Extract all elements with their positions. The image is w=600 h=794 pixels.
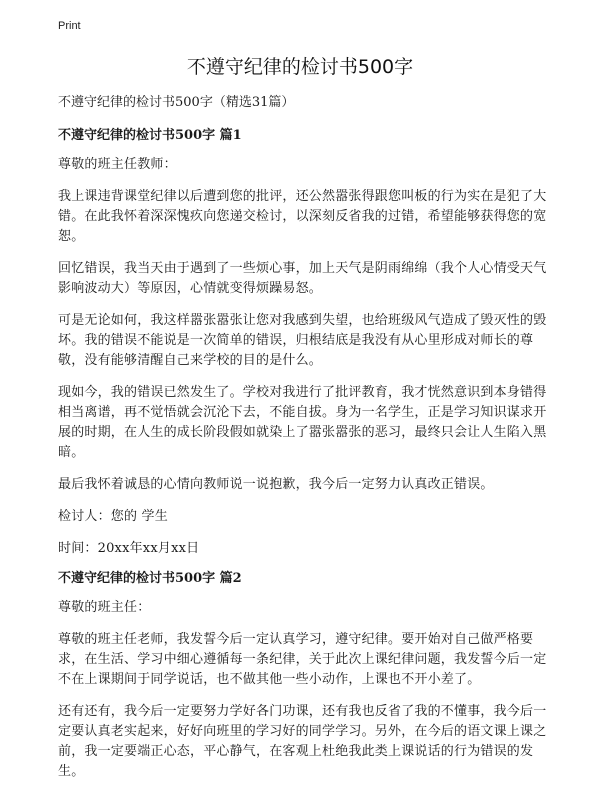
paragraph: 我上课违背课堂纪律以后遭到您的批评，还公然嚣张得跟您叫板的行为实在是犯了大错。在此我怀着深深愧疚向您递交检讨，以深刻反省我的过错，希望能够获得您的宽恕。: [58, 189, 547, 244]
document-title: 不遵守纪律的检讨书500字: [186, 56, 414, 78]
section-2: [58, 571, 550, 782]
salutation: 尊敬的班主任：: [58, 600, 151, 615]
section-1: [58, 128, 550, 559]
date-line: 时间：20xx年xx月xx日: [58, 541, 200, 556]
document-subtitle: 不遵守纪律的检讨书500字（精选31篇）: [58, 95, 295, 110]
print-label[interactable]: Print: [58, 20, 81, 32]
paragraph: 现如今，我的错误已然发生了。学校对我进行了批评教育，我才恍然意识到本身错得相当离谱，再不觉悟就会沉沦下去，不能自拔。身为一名学生，正是学习知识谋求开展的时期，在人生的成长阶段假如就染上了嚣张嚣张的恶习，最终只会让人生陷入黑暗。: [58, 385, 547, 460]
signature-line: 检讨人：您的 学生: [58, 509, 168, 524]
paragraph: 尊敬的班主任老师，我发誓今后一定认真学习，遵守纪律。要开始对自己做严格要求，在生活、学习中细心遵循每一条纪律，关于此次上课纪律问题，我发誓今后一定不在上课期间于同学说话，也不做其他一些小动作，上课也不开小差了。: [58, 632, 547, 687]
paragraph: 回忆错误，我当天由于遇到了一些烦心事，加上天气是阴雨绵绵（我个人心情受天气影响波动大）等原因，心情就变得烦躁易怒。: [58, 261, 547, 296]
document-body: [58, 95, 550, 794]
section-heading: 不遵守纪律的检讨书500字 篇2: [58, 571, 242, 586]
paragraph: 最后我怀着诚恳的心情向教师说一说抱歉，我今后一定努力认真改正错误。: [58, 477, 494, 492]
section-heading: 不遵守纪律的检讨书500字 篇1: [58, 128, 242, 143]
salutation: 尊敬的班主任教师：: [58, 157, 177, 172]
paragraph: 可是无论如何，我这样嚣张嚣张让您对我感到失望，也给班级风气造成了毁灭性的毁坏。我的错误不能说是一次简单的错误，归根结底是我没有从心里形成对师长的尊敬，没有能够清醒自己来学校的目的是什么。: [58, 313, 547, 368]
paragraph: 还有还有，我今后一定要努力学好各门功课，还有我也反省了我的不懂事，我今后一定要认真老实起来，好好向班里的学习好的同学学习。另外，在今后的语文课上课之前，我一定要端正心态，平心静气，在客观上杜绝我此类上课说话的行为错误的发生。: [58, 704, 547, 779]
